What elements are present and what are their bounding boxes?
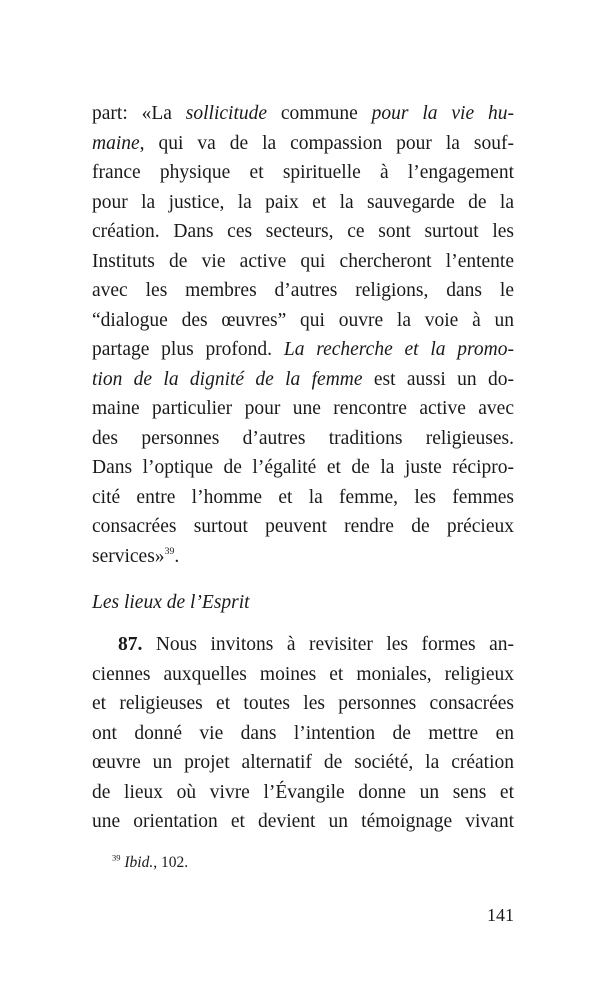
text-line: avec les membres d’autres religions, dans le (92, 280, 514, 301)
page-number: 141 (487, 905, 514, 925)
text-line: de lieux où vivre l’Évangile donne un sens et (92, 781, 514, 803)
text-line: création. Dans ces secteurs, ce sont surtout les (92, 221, 514, 242)
text-line: Instituts de vie active qui chercheront l’entente (92, 250, 514, 272)
text-line: œuvre un projet alternatif de société, la création (92, 752, 514, 773)
text-line: services»$^{39}$. (92, 545, 180, 567)
footnote-ref: 39 (164, 545, 175, 557)
paragraph-number: 87. (118, 634, 143, 655)
footnote-number: 39 (112, 852, 121, 863)
text-line: des personnes d’autres traditions religieuses. (92, 427, 514, 449)
paragraph-quote (92, 99, 514, 579)
paragraph-87 (92, 630, 514, 840)
text-line: maine, qui va de la compassion pour la souf- (92, 132, 514, 154)
text-line: tion de la dignité de la femme est aussi un do- (92, 368, 514, 390)
text-line: une orientation et devient un témoignage vivant (92, 811, 514, 832)
text-line: ciennes auxquelles moines et moniales, religieux (92, 663, 514, 685)
text-line: france physique et spirituelle à l’engagement (92, 162, 514, 183)
text-line: 87. Nous invitons à revisiter les formes an- (118, 634, 514, 655)
text-line: partage plus profond. La recherche et la promo- (92, 339, 514, 360)
section-heading: Les lieux de l’Esprit (92, 592, 250, 613)
text-line: “dialogue des œuvres” qui ouvre la voie à un (92, 309, 514, 331)
text-line: part: «La sollicitude commune pour la vie hu- (92, 103, 514, 124)
text-line: ont donné vie dans l’intention de mettre en (92, 722, 514, 744)
text-line: Dans l’optique de l’égalité et de la juste récipro- (92, 457, 514, 478)
text-line: pour la justice, la paix et la sauvegarde de la (92, 191, 514, 213)
footnote: $^{39}$ Ibid., 102. (112, 852, 189, 871)
text-line: maine particulier pour une rencontre active avec (92, 398, 514, 419)
text-line: consacrées surtout peuvent rendre de précieux (92, 516, 514, 537)
text-line: cité entre l’homme et la femme, les femmes (92, 486, 514, 508)
text-line: et religieuses et toutes les personnes consacrées (92, 693, 514, 714)
